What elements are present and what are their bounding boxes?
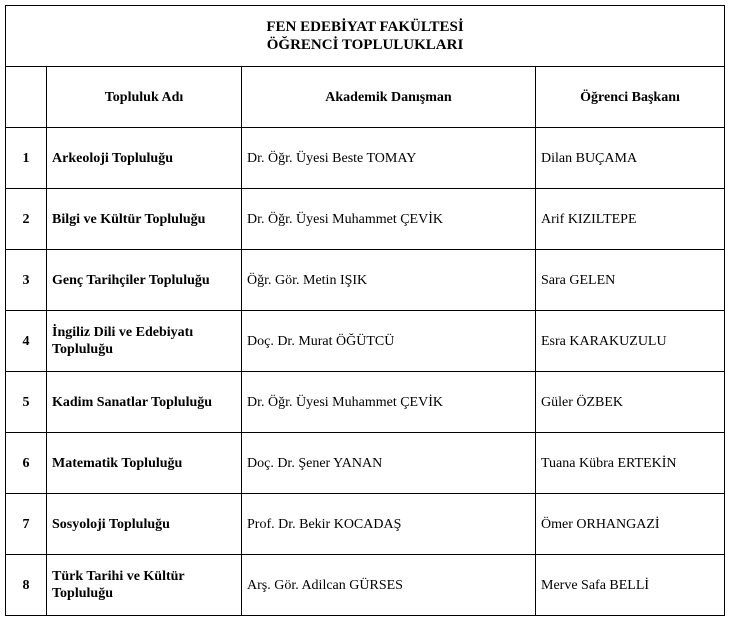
row-number: 1 bbox=[6, 128, 47, 189]
president-name: Ömer ORHANGAZİ bbox=[536, 494, 725, 555]
club-name: Arkeoloji Topluluğu bbox=[47, 128, 242, 189]
row-number: 8 bbox=[6, 555, 47, 616]
advisor-name: Arş. Gör. Adilcan GÜRSES bbox=[242, 555, 536, 616]
row-number: 7 bbox=[6, 494, 47, 555]
club-name: Matematik Topluluğu bbox=[47, 433, 242, 494]
row-number: 2 bbox=[6, 189, 47, 250]
title-line-clubs: ÖĞRENCİ TOPLULUKLARI bbox=[266, 37, 464, 53]
table-row bbox=[6, 311, 725, 372]
table-row bbox=[6, 250, 725, 311]
table-row bbox=[6, 372, 725, 433]
advisor-name: Doç. Dr. Murat ÖĞÜTCÜ bbox=[242, 311, 536, 372]
advisor-name: Dr. Öğr. Üyesi Beste TOMAY bbox=[242, 128, 536, 189]
president-name: Dilan BUÇAMA bbox=[536, 128, 725, 189]
president-name: Tuana Kübra ERTEKİN bbox=[536, 433, 725, 494]
row-number: 3 bbox=[6, 250, 47, 311]
table-row bbox=[6, 433, 725, 494]
header-president: Öğrenci Başkanı bbox=[536, 67, 725, 128]
advisor-name: Dr. Öğr. Üyesi Muhammet ÇEVİK bbox=[242, 189, 536, 250]
president-name: Güler ÖZBEK bbox=[536, 372, 725, 433]
president-name: Esra KARAKUZULU bbox=[536, 311, 725, 372]
club-name: İngiliz Dili ve Edebiyatı Topluluğu bbox=[47, 311, 242, 372]
table-row bbox=[6, 189, 725, 250]
header-number bbox=[6, 67, 47, 128]
club-name: Genç Tarihçiler Topluluğu bbox=[47, 250, 242, 311]
table-row bbox=[6, 555, 725, 616]
table-title bbox=[6, 6, 725, 67]
advisor-name: Prof. Dr. Bekir KOCADAŞ bbox=[242, 494, 536, 555]
advisor-name: Öğr. Gör. Metin IŞIK bbox=[242, 250, 536, 311]
table-title-row bbox=[6, 6, 725, 67]
table-row bbox=[6, 494, 725, 555]
club-name: Türk Tarihi ve Kültür Topluluğu bbox=[47, 555, 242, 616]
advisor-name: Dr. Öğr. Üyesi Muhammet ÇEVİK bbox=[242, 372, 536, 433]
club-name: Sosyoloji Topluluğu bbox=[47, 494, 242, 555]
row-number: 6 bbox=[6, 433, 47, 494]
advisor-name: Doç. Dr. Şener YANAN bbox=[242, 433, 536, 494]
president-name: Arif KIZILTEPE bbox=[536, 189, 725, 250]
header-club-name: Topluluk Adı bbox=[47, 67, 242, 128]
table-row bbox=[6, 128, 725, 189]
president-name: Sara GELEN bbox=[536, 250, 725, 311]
club-name: Kadim Sanatlar Topluluğu bbox=[47, 372, 242, 433]
student-clubs-table bbox=[5, 5, 725, 616]
club-name: Bilgi ve Kültür Topluluğu bbox=[47, 189, 242, 250]
table-header-row bbox=[6, 67, 725, 128]
president-name: Merve Safa BELLİ bbox=[536, 555, 725, 616]
header-advisor: Akademik Danışman bbox=[242, 67, 536, 128]
row-number: 4 bbox=[6, 311, 47, 372]
row-number: 5 bbox=[6, 372, 47, 433]
title-line-faculty: FEN EDEBİYAT FAKÜLTESİ bbox=[266, 19, 464, 35]
